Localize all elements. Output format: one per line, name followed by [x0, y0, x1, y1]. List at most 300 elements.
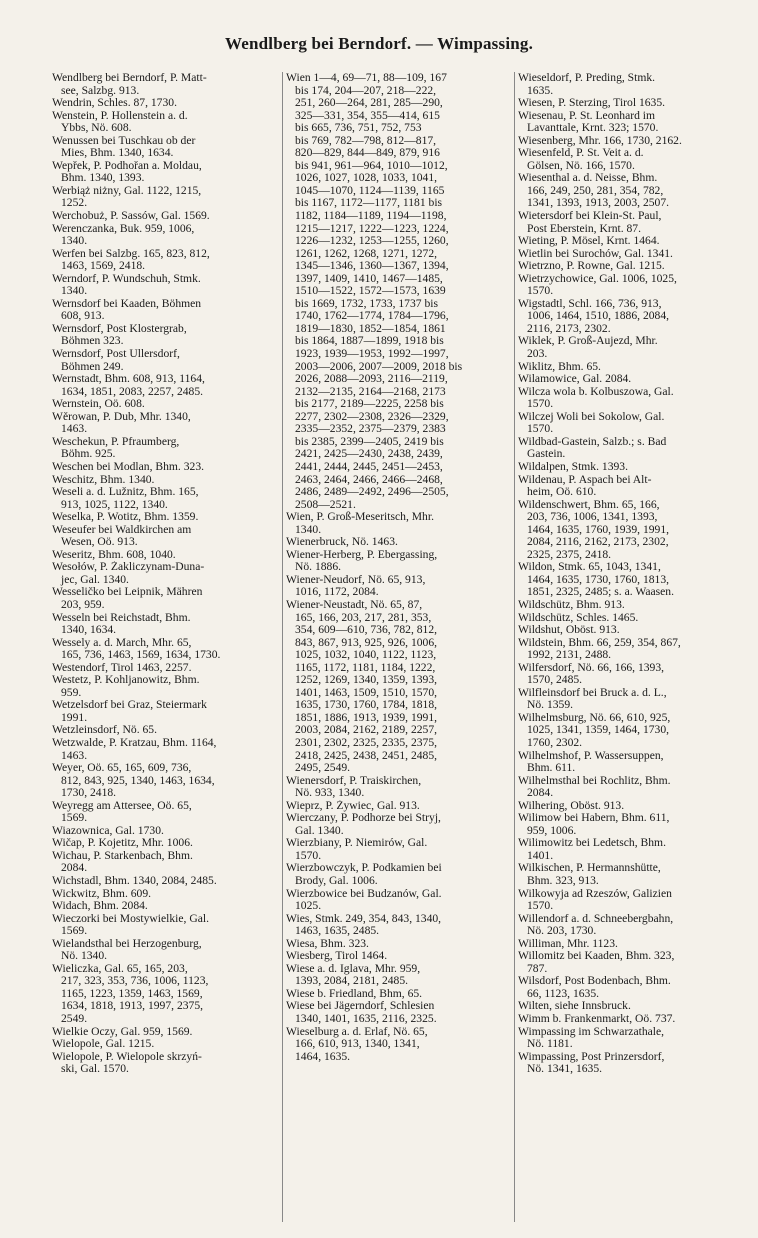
entry-line: 1740, 1762—1774, 1784—1796, — [295, 310, 449, 323]
entry-line: 2418, 2425, 2438, 2451, 2485, — [295, 749, 438, 762]
gazetteer-entry — [286, 888, 508, 913]
entry-line: Wies, Stmk. 249, 354, 843, 1340, — [286, 912, 442, 925]
entry-line: 1252. — [61, 197, 88, 210]
entry-line: Nö. 203, 1730. — [527, 925, 597, 938]
gazetteer-entry — [52, 373, 276, 398]
gazetteer-entry — [52, 72, 276, 97]
entry-line: 2495, 2549. — [295, 762, 351, 775]
entry-line: Werfen bei Salzbg. 165, 823, 812, — [52, 247, 210, 260]
entry-line: 2463, 2464, 2466, 2466—2468, — [295, 473, 443, 486]
entry-line: 1851, 2325, 2485; s. a. Waasen. — [527, 586, 674, 599]
entry-line: Wesseln bei Reichstadt, Bhm. — [52, 611, 191, 624]
entry-line: 1345—1346, 1360—1367, 1394, — [295, 260, 449, 273]
gazetteer-entry — [518, 248, 738, 261]
gazetteer-entry — [52, 1051, 276, 1076]
entry-line: see, Salzbg. 913. — [61, 84, 140, 97]
gazetteer-entry — [286, 72, 508, 511]
entry-line: bis 1669, 1732, 1733, 1737 bis — [295, 297, 438, 310]
entry-line: Wieselburg a. d. Erlaf, Nö. 65, — [286, 1025, 428, 1038]
entry-line: Wilhelmshof, P. Wassersuppen, — [518, 749, 664, 762]
gazetteer-entry — [52, 850, 276, 875]
gazetteer-entry — [52, 524, 276, 549]
entry-line: Wierzbowczyk, P. Podkamien bei — [286, 862, 442, 875]
entry-line: Brody, Gal. 1006. — [295, 875, 378, 887]
gazetteer-entry — [518, 637, 738, 662]
entry-line: Wesseličko bei Leipnik, Mähren — [52, 586, 203, 599]
entry-line: Weseufer bei Waldkirchen am — [52, 523, 192, 536]
entry-line: Wernsdorf bei Kaaden, Böhmen — [52, 297, 202, 310]
entry-line: 1923, 1939—1953, 1992—1997, — [295, 348, 449, 361]
gazetteer-entry — [52, 586, 276, 611]
gazetteer-entry — [286, 1026, 508, 1064]
gazetteer-entry — [518, 775, 738, 800]
entry-line: Willomitz bei Kaaden, Bhm. 323, — [518, 950, 675, 963]
gazetteer-entry — [518, 612, 738, 625]
gazetteer-entry — [286, 775, 508, 800]
entry-line: 2508—2521. — [295, 498, 356, 511]
gazetteer-entry — [518, 1013, 738, 1026]
gazetteer-entry — [286, 950, 508, 963]
gazetteer-entry — [52, 900, 276, 913]
entry-line: 1570, 2485. — [527, 674, 583, 687]
entry-line: Wielandsthal bei Herzogenburg, — [52, 937, 202, 950]
gazetteer-entry — [52, 737, 276, 762]
entry-line: Wien 1—4, 69—71, 88—109, 167 — [286, 72, 447, 84]
gazetteer-entry — [52, 662, 276, 675]
entry-line: Wičap, P. Kojetitz, Mhr. 1006. — [52, 837, 193, 850]
entry-line: Nö. 1359. — [527, 699, 574, 712]
entry-line: Wilhelmsburg, Nö. 66, 610, 925, — [518, 711, 671, 724]
entry-line: Wenussen bei Tuschkau ob der — [52, 134, 196, 147]
gazetteer-entry — [52, 888, 276, 901]
entry-line: Weselka, P. Wotitz, Bhm. 1359. — [52, 511, 199, 524]
gazetteer-entry — [518, 599, 738, 612]
entry-line: 1393, 2084, 2181, 2485. — [295, 975, 409, 988]
gazetteer-entry — [286, 938, 508, 951]
entry-line: 1401, 1463, 1509, 1510, 1570, — [295, 686, 438, 699]
entry-line: 1464, 1635, 1760, 1939, 1991, — [527, 523, 670, 536]
column-1 — [52, 72, 276, 1222]
entry-line: Wien, P. Groß-Meseritsch, Mhr. — [286, 511, 434, 524]
entry-line: Wildschütz, Schles. 1465. — [518, 611, 639, 624]
entry-line: Wildschütz, Bhm. 913. — [518, 598, 625, 611]
entry-line: 1165, 1172, 1181, 1184, 1222, — [295, 661, 436, 674]
entry-line: 1261, 1262, 1268, 1271, 1272, — [295, 247, 438, 260]
gazetteer-entry — [518, 975, 738, 1000]
entry-line: Wernstadt, Bhm. 608, 913, 1164, — [52, 373, 205, 386]
column-3 — [514, 72, 738, 1222]
entry-line: Post Eberstein, Krnt. 87. — [527, 222, 641, 235]
gazetteer-entry — [518, 135, 738, 148]
entry-line: 2084. — [61, 862, 88, 875]
gazetteer-entry — [52, 612, 276, 637]
entry-line: 165, 166, 203, 217, 281, 353, — [295, 611, 432, 624]
entry-line: Wiklitz, Bhm. 65. — [518, 360, 601, 373]
entry-line: Westendorf, Tirol 1463, 2257. — [52, 661, 192, 674]
entry-line: Wilsdorf, Post Bodenbach, Bhm. — [518, 975, 671, 988]
entry-line: 2003, 2084, 2162, 2189, 2257, — [295, 724, 438, 737]
gazetteer-entry — [518, 436, 738, 461]
gazetteer-entry — [518, 888, 738, 913]
entry-line: bis 941, 961—964, 1010—1012, — [295, 159, 448, 172]
entry-line: 1851, 1886, 1913, 1939, 1991, — [295, 711, 438, 724]
entry-line: 1463. — [61, 423, 88, 436]
entry-line: Wiener-Neustadt, Nö. 65, 87, — [286, 598, 423, 611]
entry-line: 1570. — [527, 423, 554, 436]
entry-line: 1510—1522, 1572—1573, 1639 — [295, 285, 446, 298]
entry-line: 1006, 1464, 1510, 1886, 2084, — [527, 310, 670, 323]
entry-line: Widach, Bhm. 2084. — [52, 900, 148, 913]
gazetteer-entry — [518, 172, 738, 210]
entry-line: Wimpassing im Schwarzathale, — [518, 1025, 665, 1038]
entry-line: Weseli a. d. Lužnitz, Bhm. 165, — [52, 486, 199, 499]
entry-line: Wendrin, Schles. 87, 1730. — [52, 97, 177, 110]
entry-line: Wielopole, P. Wielopole skrzyń- — [52, 1050, 202, 1063]
entry-line: Mies, Bhm. 1340, 1634. — [61, 147, 174, 160]
entry-line: 1165, 1223, 1359, 1463, 1569, — [61, 987, 203, 1000]
entry-line: Wessely a. d. March, Mhr. 65, — [52, 636, 192, 649]
entry-line: 1635. — [527, 84, 554, 97]
entry-line: 2132—2135, 2164—2168, 2173 — [295, 385, 446, 398]
entry-line: 1463, 1635, 2485. — [295, 925, 380, 938]
entry-line: 1016, 1172, 2084. — [295, 586, 379, 599]
entry-line: 1570. — [295, 849, 322, 862]
entry-line: Nö. 1340. — [61, 950, 108, 963]
entry-line: heim, Oö. 610. — [527, 486, 597, 499]
entry-line: 2084. — [527, 787, 554, 800]
entry-line: Wierzbiany, P. Niemirów, Gal. — [286, 837, 428, 850]
entry-line: Weschen bei Modlan, Bhm. 323. — [52, 460, 205, 473]
entry-line: Werbiąż niżny, Gal. 1122, 1215, — [52, 184, 202, 197]
column-2 — [282, 72, 508, 1222]
entry-line: Wimm b. Frankenmarkt, Oö. 737. — [518, 1013, 676, 1026]
gazetteer-entry — [286, 837, 508, 862]
entry-line: Wiesberg, Tirol 1464. — [286, 950, 388, 963]
entry-line: Wiese bei Jägerndorf, Schlesien — [286, 1000, 435, 1013]
entry-line: Weseritz, Bhm. 608, 1040. — [52, 548, 176, 561]
entry-line: Bhm. 323, 913. — [527, 875, 599, 887]
entry-line: 1570. — [527, 285, 554, 298]
entry-line: Wiesenberg, Mhr. 166, 1730, 2162. — [518, 134, 682, 147]
entry-line: Wiklek, P. Groß-Aujezd, Mhr. — [518, 335, 658, 348]
entry-line: Wickwitz, Bhm. 609. — [52, 887, 152, 900]
entry-line: Wiener-Herberg, P. Ebergassing, — [286, 548, 438, 561]
entry-line: Wierczany, P. Podhorze bei Stryj, — [286, 812, 441, 825]
entry-line: 251, 260—264, 281, 285—290, — [295, 97, 443, 110]
gazetteer-entry — [52, 549, 276, 562]
entry-line: 66, 1123, 1635. — [527, 987, 600, 1000]
entry-line: 2003—2006, 2007—2009, 2018 bis — [295, 360, 463, 373]
entry-line: bis 174, 204—207, 218—222, — [295, 84, 437, 97]
gazetteer-entry — [518, 812, 738, 837]
entry-line: Westetz, P. Kohljanowitz, Bhm. — [52, 674, 200, 687]
entry-line: 1992, 2131, 2488. — [527, 649, 612, 662]
gazetteer-entry — [518, 499, 738, 562]
entry-line: Wieprz, P. Żywiec, Gal. 913. — [286, 799, 420, 812]
entry-line: Wildenau, P. Aspach bei Alt- — [518, 473, 652, 486]
entry-line: Nö. 1181. — [527, 1038, 573, 1051]
entry-line: Wildbad-Gastein, Salzb.; s. Bad — [518, 435, 667, 448]
gazetteer-entry — [52, 135, 276, 160]
entry-line: 2026, 2088—2093, 2116—2119, — [295, 373, 448, 386]
entry-line: Wiener-Neudorf, Nö. 65, 913, — [286, 573, 426, 586]
entry-line: 1464, 1635. — [295, 1050, 351, 1063]
entry-line: 1730, 2418. — [61, 787, 117, 800]
entry-line: Gölsen, Nö. 166, 1570. — [527, 159, 635, 172]
gazetteer-entry — [52, 825, 276, 838]
entry-line: Wernsdorf, Post Ullersdorf, — [52, 348, 180, 361]
gazetteer-entry — [286, 549, 508, 574]
entry-line: Wilimow bei Habern, Bhm. 611, — [518, 812, 670, 825]
entry-line: Böhmen 249. — [61, 360, 124, 373]
gazetteer-entry — [518, 913, 738, 938]
entry-line: bis 665, 736, 751, 752, 753 — [295, 122, 422, 135]
gazetteer-entry — [52, 298, 276, 323]
entry-line: Weschitz, Bhm. 1340. — [52, 473, 155, 486]
gazetteer-entry — [52, 273, 276, 298]
gazetteer-entry — [52, 837, 276, 850]
entry-line: Wilimowitz bei Ledetsch, Bhm. — [518, 837, 666, 850]
gazetteer-entry — [518, 335, 738, 360]
gazetteer-entry — [518, 800, 738, 813]
entry-line: Wienerbruck, Nö. 1463. — [286, 536, 398, 549]
entry-line: Wieseldorf, P. Preding, Stmk. — [518, 72, 656, 84]
gazetteer-entry — [52, 511, 276, 524]
gazetteer-entry — [518, 373, 738, 386]
entry-line: Wěrowan, P. Dub, Mhr. 1340, — [52, 410, 191, 423]
entry-line: 1397, 1409, 1410, 1467—1485, — [295, 272, 443, 285]
gazetteer-entry — [518, 561, 738, 599]
entry-line: Wilkowyja ad Rzeszów, Galizien — [518, 887, 672, 900]
gazetteer-entry — [518, 624, 738, 637]
entry-line: Wilfleinsdorf bei Bruck a. d. L., — [518, 686, 667, 699]
entry-line: 166, 610, 913, 1340, 1341, — [295, 1038, 420, 1051]
gazetteer-entry — [286, 862, 508, 887]
entry-line: 1340. — [61, 235, 88, 248]
gazetteer-entry — [52, 800, 276, 825]
gazetteer-entry — [518, 110, 738, 135]
gazetteer-entry — [52, 411, 276, 436]
entry-line: Wichstadl, Bhm. 1340, 2084, 2485. — [52, 875, 217, 887]
gazetteer-entry — [518, 411, 738, 436]
entry-line: Wenstein, P. Hollenstein a. d. — [52, 109, 188, 122]
entry-line: Wimpassing, Post Prinzersdorf, — [518, 1050, 665, 1063]
gazetteer-entry — [518, 298, 738, 336]
entry-line: 787. — [527, 962, 548, 975]
entry-line: 959. — [61, 686, 82, 699]
entry-line: Bhm. 1340, 1393. — [61, 172, 145, 185]
entry-line: 2325, 2375, 2418. — [527, 548, 612, 561]
gazetteer-entry — [518, 837, 738, 862]
entry-line: 1819—1830, 1852—1854, 1861 — [295, 322, 446, 335]
entry-line: Wildalpen, Stmk. 1393. — [518, 460, 628, 473]
entry-line: 1463, 1569, 2418. — [61, 260, 146, 273]
gazetteer-entry — [286, 800, 508, 813]
entry-line: Wietersdorf bei Klein-St. Paul, — [518, 210, 662, 223]
entry-line: 1634, 1818, 1913, 1997, 2375, — [61, 1000, 204, 1013]
gazetteer-entry — [518, 210, 738, 235]
entry-line: Wietrzno, P. Rowne, Gal. 1215. — [518, 260, 665, 273]
entry-line: 1025, 1341, 1359, 1464, 1730, — [527, 724, 670, 737]
entry-line: Wielopole, Gal. 1215. — [52, 1038, 155, 1051]
entry-line: Wilamowice, Gal. 2084. — [518, 373, 632, 386]
entry-line: Werchobuż, P. Sassów, Gal. 1569. — [52, 210, 210, 223]
entry-line: Willendorf a. d. Schneebergbahn, — [518, 912, 674, 925]
gazetteer-entry — [286, 536, 508, 549]
gazetteer-entry — [52, 637, 276, 662]
entry-line: Wilcza wola b. Kolbuszowa, Gal. — [518, 385, 674, 398]
entry-line: 1045—1070, 1124—1139, 1165 — [295, 184, 445, 197]
entry-line: Wiesenau, P. St. Leonhard im — [518, 109, 656, 122]
entry-line: Wietrzychowice, Gal. 1006, 1025, — [518, 272, 677, 285]
gazetteer-entry — [52, 938, 276, 963]
gazetteer-entry — [52, 248, 276, 273]
entry-line: Böhmen 323. — [61, 335, 124, 348]
gazetteer-entry — [52, 461, 276, 474]
entry-line: 217, 323, 353, 736, 1006, 1123, — [61, 975, 209, 988]
entry-line: Lavanttale, Krnt. 323; 1570. — [527, 122, 659, 135]
entry-line: 2421, 2425—2430, 2438, 2439, — [295, 448, 443, 461]
entry-line: 608, 913. — [61, 310, 105, 323]
entry-line: Nö. 1341, 1635. — [527, 1063, 603, 1076]
entry-line: Gastein. — [527, 448, 566, 461]
entry-line: 203, 959. — [61, 598, 105, 611]
gazetteer-entry — [518, 712, 738, 750]
entry-line: 1464, 1635, 1730, 1760, 1813, — [527, 573, 670, 586]
gazetteer-columns — [52, 72, 752, 1222]
gazetteer-entry — [286, 913, 508, 938]
entry-line: Wernsdorf, Post Klostergrab, — [52, 322, 187, 335]
entry-line: 1634, 1851, 2083, 2257, 2485. — [61, 385, 204, 398]
entry-line: 1569. — [61, 812, 88, 825]
entry-line: 1991. — [61, 711, 88, 724]
entry-line: Wilkischen, P. Hermannshütte, — [518, 862, 661, 875]
entry-line: 2441, 2444, 2445, 2451—2453, — [295, 460, 443, 473]
gazetteer-entry — [52, 963, 276, 1026]
entry-line: 1401. — [527, 849, 554, 862]
gazetteer-entry — [518, 273, 738, 298]
entry-line: Wichau, P. Starkenbach, Bhm. — [52, 849, 193, 862]
gazetteer-entry — [286, 963, 508, 988]
gazetteer-entry — [52, 97, 276, 110]
entry-line: Wildstein, Bhm. 66, 259, 354, 867, — [518, 636, 681, 649]
entry-line: 1025. — [295, 900, 322, 913]
gazetteer-entry — [52, 398, 276, 411]
gazetteer-entry — [52, 436, 276, 461]
entry-line: Wildenschwert, Bhm. 65, 166, — [518, 498, 660, 511]
gazetteer-entry — [518, 235, 738, 248]
entry-line: Wieting, P. Mösel, Krnt. 1464. — [518, 235, 660, 248]
entry-line: 1635, 1730, 1760, 1784, 1818, — [295, 699, 438, 712]
gazetteer-entry — [52, 210, 276, 223]
entry-line: 1226—1232, 1253—1255, 1260, — [295, 235, 449, 248]
entry-line: Williman, Mhr. 1123. — [518, 937, 618, 950]
entry-line: Wilfersdorf, Nö. 66, 166, 1393, — [518, 661, 665, 674]
entry-line: Wiesen, P. Sterzing, Tirol 1635. — [518, 97, 666, 110]
entry-line: bis 1864, 1887—1899, 1918 bis — [295, 335, 444, 348]
gazetteer-entry — [52, 160, 276, 185]
entry-line: Wigstadtl, Schl. 166, 736, 913, — [518, 297, 662, 310]
entry-line: bis 769, 782—798, 812—817, — [295, 134, 437, 147]
entry-line: Gal. 1340. — [295, 824, 344, 837]
gazetteer-entry — [286, 574, 508, 599]
gazetteer-entry — [518, 97, 738, 110]
entry-line: 203, 736, 1006, 1341, 1393, — [527, 511, 658, 524]
entry-line: 1760, 2302. — [527, 736, 583, 749]
entry-line: Wierzbowice bei Budzanów, Gal. — [286, 887, 442, 900]
entry-line: Wieliczka, Gal. 65, 165, 203, — [52, 962, 188, 975]
gazetteer-entry — [52, 1026, 276, 1039]
gazetteer-entry — [518, 662, 738, 687]
entry-line: 2084, 2116, 2162, 2173, 2302, — [527, 536, 669, 549]
entry-line: Wetzleinsdorf, Nö. 65. — [52, 724, 157, 737]
entry-line: 354, 609—610, 736, 782, 812, — [295, 624, 438, 637]
gazetteer-entry — [518, 1026, 738, 1051]
gazetteer-entry — [286, 511, 508, 536]
entry-line: 1025, 1032, 1040, 1122, 1123, — [295, 649, 437, 662]
gazetteer-entry — [518, 950, 738, 975]
gazetteer-entry — [518, 687, 738, 712]
entry-line: Weyer, Oö. 65, 165, 609, 736, — [52, 762, 192, 775]
entry-line: Nö. 933, 1340. — [295, 787, 365, 800]
gazetteer-entry — [518, 862, 738, 887]
entry-line: 1340. — [61, 285, 88, 298]
entry-line: Wiesenthal a. d. Neisse, Bhm. — [518, 172, 658, 185]
entry-line: bis 2177, 2189—2225, 2258 bis — [295, 398, 444, 411]
gazetteer-entry — [286, 1000, 508, 1025]
entry-line: 166, 249, 250, 281, 354, 782, — [527, 184, 664, 197]
gazetteer-entry — [518, 361, 738, 374]
entry-line: Wiesa, Bhm. 323. — [286, 937, 369, 950]
gazetteer-entry — [518, 474, 738, 499]
gazetteer-entry — [286, 599, 508, 775]
entry-line: Wiazownica, Gal. 1730. — [52, 824, 164, 837]
gazetteer-entry — [518, 386, 738, 411]
entry-line: Wienersdorf, P. Traiskirchen, — [286, 774, 422, 787]
entry-line: Wiese a. d. Iglava, Mhr. 959, — [286, 962, 421, 975]
entry-line: Wilhering, Oböst. 913. — [518, 799, 625, 812]
gazetteer-entry — [518, 938, 738, 951]
entry-line: Wendlberg bei Berndorf, P. Matt- — [52, 72, 207, 84]
gazetteer-entry — [518, 750, 738, 775]
gazetteer-entry — [52, 223, 276, 248]
gazetteer-entry — [52, 1038, 276, 1051]
entry-line: 1463. — [61, 749, 88, 762]
entry-line: Wilhelmsthal bei Rochlitz, Bhm. — [518, 774, 671, 787]
gazetteer-entry — [52, 486, 276, 511]
entry-line: bis 2385, 2399—2405, 2419 bis — [295, 435, 444, 448]
entry-line: Wiesenfeld, P. St. Veit a. d. — [518, 147, 644, 160]
gazetteer-entry — [52, 674, 276, 699]
entry-line: 1341, 1393, 1913, 2003, 2507. — [527, 197, 670, 210]
entry-line: Nö. 1886. — [295, 561, 342, 574]
running-head: Wendlberg bei Berndorf. — Wimpassing. — [224, 34, 534, 53]
entry-line: 165, 736, 1463, 1569, 1634, 1730. — [61, 649, 221, 662]
entry-line: Wepřek, P. Podhořan a. Moldau, — [52, 159, 202, 172]
entry-line: Wilten, siehe Innsbruck. — [518, 1000, 631, 1013]
gazetteer-entry — [52, 699, 276, 724]
entry-line: 2335—2352, 2375—2379, 2383 — [295, 423, 446, 436]
gazetteer-entry — [52, 762, 276, 800]
entry-line: Werndorf, P. Wundschuh, Stmk. — [52, 272, 201, 285]
entry-line: 2277, 2302—2308, 2326—2329, — [295, 410, 449, 423]
gazetteer-entry — [52, 913, 276, 938]
gazetteer-entry — [52, 185, 276, 210]
entry-line: bis 1167, 1172—1177, 1181 bis — [295, 197, 443, 210]
gazetteer-entry — [52, 561, 276, 586]
gazetteer-entry — [52, 875, 276, 888]
entry-line: 913, 1025, 1122, 1340. — [61, 498, 168, 511]
